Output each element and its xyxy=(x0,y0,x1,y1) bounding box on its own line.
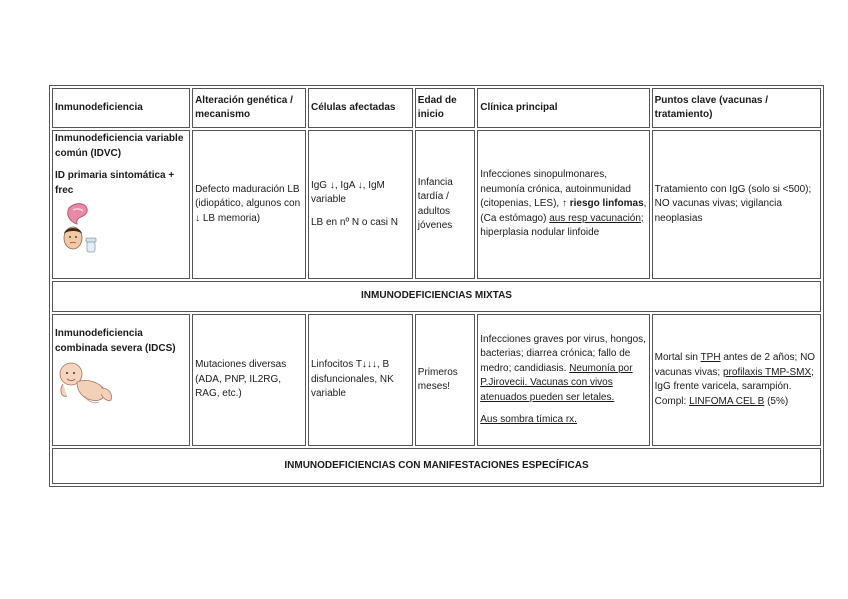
header-cell: Células afectadas xyxy=(308,88,413,128)
kp-underlined: profilaxis TMP-SMX; xyxy=(723,366,814,378)
header-cell: Alteración genética / mecanismo xyxy=(192,88,306,128)
cells-line: LB en nº N o casi N xyxy=(310,216,398,228)
clinic-highlight: ↑ riesgo linfomas xyxy=(561,198,644,210)
header-cell: Clínica principal xyxy=(477,88,649,128)
header-cell: Edad de inicio xyxy=(415,88,475,128)
clinic-text: , (Ca estómago) xyxy=(480,198,647,224)
kp-underlined: TPH xyxy=(700,352,721,363)
clinic-underlined: Aus sombra tímica rx. xyxy=(480,414,577,425)
section-heading: INMUNODEFICIENCIAS CON MANIFESTACIONES ESPECÍFICAS xyxy=(52,448,821,484)
table-row-idcs xyxy=(52,314,821,446)
cells-cell xyxy=(308,130,413,279)
kp-text: (5%) xyxy=(764,395,789,407)
disease-cell xyxy=(52,130,190,279)
kp-underlined: LINFOMA CEL B xyxy=(689,395,765,407)
age-cell: Primeros meses! xyxy=(415,314,475,446)
disease-subtitle: ID primaria sintomática + frec xyxy=(55,170,175,196)
header-cell: Inmunodeficiencia xyxy=(52,88,190,128)
clinic-underlined: aus resp vacunación; xyxy=(549,212,644,224)
immunodeficiency-table xyxy=(49,85,824,487)
age-cell: Infancia tardía / adultos jóvenes xyxy=(415,130,475,279)
keypoints-cell xyxy=(652,314,821,446)
clinic-cell xyxy=(477,130,649,279)
section-heading: INMUNODEFICIENCIAS MIXTAS xyxy=(52,281,821,312)
kp-text: antes de 2 años; NO vacunas vivas; xyxy=(654,352,816,378)
clinic-cell xyxy=(477,314,649,446)
patient-illustration-icon xyxy=(55,200,99,256)
cells-line: IgG ↓, IgA ↓, IgM variable xyxy=(310,179,385,206)
mechanism-cell: Defecto maduración LB (idiopático, algunos con ↓ LB memoria) xyxy=(192,130,306,279)
section-row xyxy=(52,448,821,484)
cells-cell: Linfocitos T↓↓↓, B disfuncionales, NK variable xyxy=(308,314,413,446)
clinic-text: Infecciones sinopulmonares, neumonía crónica, autoinmunidad (citopenias, LES), xyxy=(480,169,631,210)
baby-illustration-icon xyxy=(55,358,117,408)
section-row xyxy=(52,281,821,312)
kp-text: Mortal sin xyxy=(654,352,701,363)
disease-cell xyxy=(52,314,190,446)
keypoints-cell: Tratamiento con IgG (solo si <500); NO vacunas vivas; vigilancia neoplasias xyxy=(652,130,821,279)
disease-name: Inmunodeficiencia variable común (IDVC) xyxy=(55,133,184,159)
kp-text: IgG frente varicela, sarampión. Compl: xyxy=(654,381,792,407)
disease-name: Inmunodeficiencia combinada severa (IDCS) xyxy=(55,328,176,354)
table-row-idvc xyxy=(52,130,821,279)
header-row xyxy=(52,88,821,128)
mechanism-cell: Mutaciones diversas (ADA, PNP, IL2RG, RAG, etc.) xyxy=(192,314,306,446)
clinic-text: hiperplasia nodular linfoide xyxy=(480,227,600,239)
clinic-underlined: Neumonía por P.Jirovecii. Vacunas con vivos atenuados pueden ser letales. xyxy=(480,362,633,403)
clinic-text: Infecciones graves por virus, hongos, bacterias; diarrea crónica; fallo de medro; candidiasis. xyxy=(480,333,646,374)
header-cell: Puntos clave (vacunas / tratamiento) xyxy=(652,88,821,128)
